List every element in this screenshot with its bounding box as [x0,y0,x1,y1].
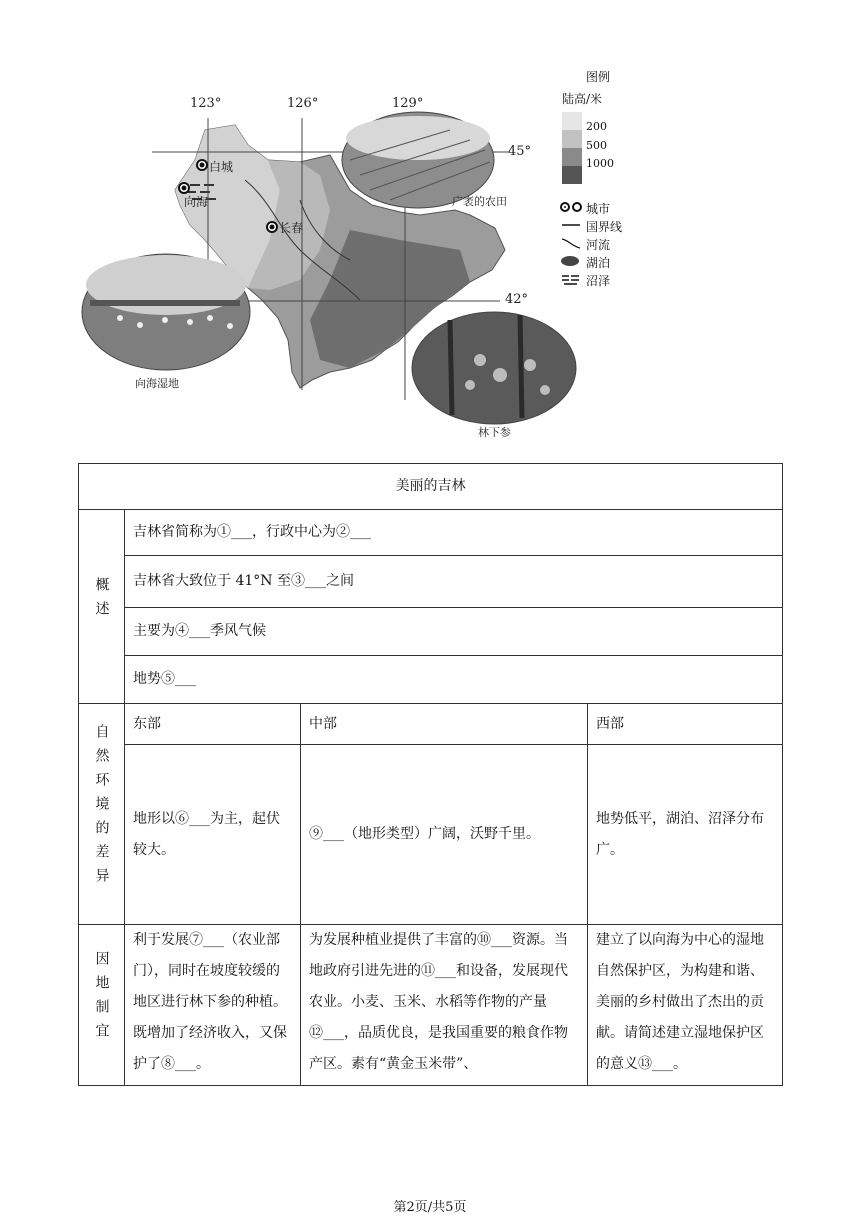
elevation-swatch-low [562,112,582,130]
elevation-swatch-500 [562,148,582,166]
region-central: 中部 [301,704,588,745]
lat-label-42: 42° [505,292,529,307]
city-icon [560,201,586,216]
legend-label-river: 河流 [586,237,611,252]
legend-label-border: 国界线 [586,219,623,234]
lon-label-123: 123° [190,96,222,111]
lat-label-45: 45° [508,144,532,159]
legend-row-lake [560,254,610,270]
wetland-photo [82,254,250,370]
elevation-tick-1000: 1000 [586,157,614,170]
env-central-cell: ⑨___（地形类型）广阔，沃野千里。 [301,745,588,925]
legend-title: 图例 [586,70,611,84]
elevation-tick-200: 200 [586,120,607,133]
elevation-tick-500: 500 [586,139,607,152]
region-east: 东部 [125,704,301,745]
jilin-map-figure [0,0,860,450]
legend-row-marsh [560,272,610,288]
env-header-text: 自然环境的差异 [93,724,110,892]
adapt-header-text: 因地制宜 [93,951,110,1047]
ginseng-caption: 林下参 [478,426,511,439]
adapt-east-cell: 利于发展⑦___（农业部门），同时在坡度较缓的地区进行林下参的种植。既增加了经济收入，又保护了⑧___。 [125,925,301,1086]
overview-row-4: 地势⑤___ [125,656,783,704]
overview-row-1: 吉林省简称为①___，行政中心为②___ [125,510,783,556]
legend-label-city: 城市 [586,201,611,216]
adapt-west-cell: 建立了以向海为中心的湿地自然保护区，为构建和谐、美丽的乡村做出了杰出的贡献。请简述建立湿地保护区的意义⑬___。 [588,925,783,1086]
overview-row-2: 吉林省大致位于 41°N 至③___之间 [125,556,783,608]
river-icon [560,236,586,253]
overview-header-text: 概述 [93,576,110,625]
legend-row-river [560,236,610,252]
jilin-map [0,0,860,450]
lon-label-129: 129° [392,96,424,111]
lake-icon [560,255,586,270]
legend-row-city [560,200,610,216]
city-label-baicheng: 白城 [209,160,234,174]
elevation-swatch-1000 [562,166,582,184]
farmland-caption: 广袤的农田 [452,195,507,208]
env-header [79,704,125,925]
city-label-changchun: 长春 [279,221,304,235]
ginseng-photo [412,312,576,424]
table-title: 美丽的吉林 [79,464,783,510]
border-line-icon [560,219,586,234]
jilin-table [78,463,783,1086]
overview-row-3: 主要为④___季风气候 [125,608,783,656]
legend-row-border [560,218,622,234]
adapt-header [79,925,125,1086]
overview-header [79,510,125,704]
elevation-swatch-200 [562,130,582,148]
legend-elevation-label: 陆高/米 [562,92,603,106]
legend-label-lake: 湖泊 [586,255,611,270]
env-east-cell: 地形以⑥___为主，起伏较大。 [125,745,301,925]
region-west: 西部 [588,704,783,745]
city-label-xianghai: 向海 [184,195,209,209]
lon-label-126: 126° [287,96,319,111]
wetland-caption: 向海湿地 [135,377,179,390]
legend-label-marsh: 沼泽 [586,273,611,288]
page-number: 第2页/共5页 [393,1200,467,1215]
adapt-central-cell: 为发展种植业提供了丰富的⑩___资源。当地政府引进先进的⑪___和设备，发展现代农业。小麦、玉米、水稻等作物的产量⑫___，品质优良，是我国重要的粮食作物产区。素有“黄金玉米带”、 [301,925,588,1086]
marsh-icon [560,273,586,288]
env-west-cell: 地势低平，湖泊、沼泽分布广。 [588,745,783,925]
